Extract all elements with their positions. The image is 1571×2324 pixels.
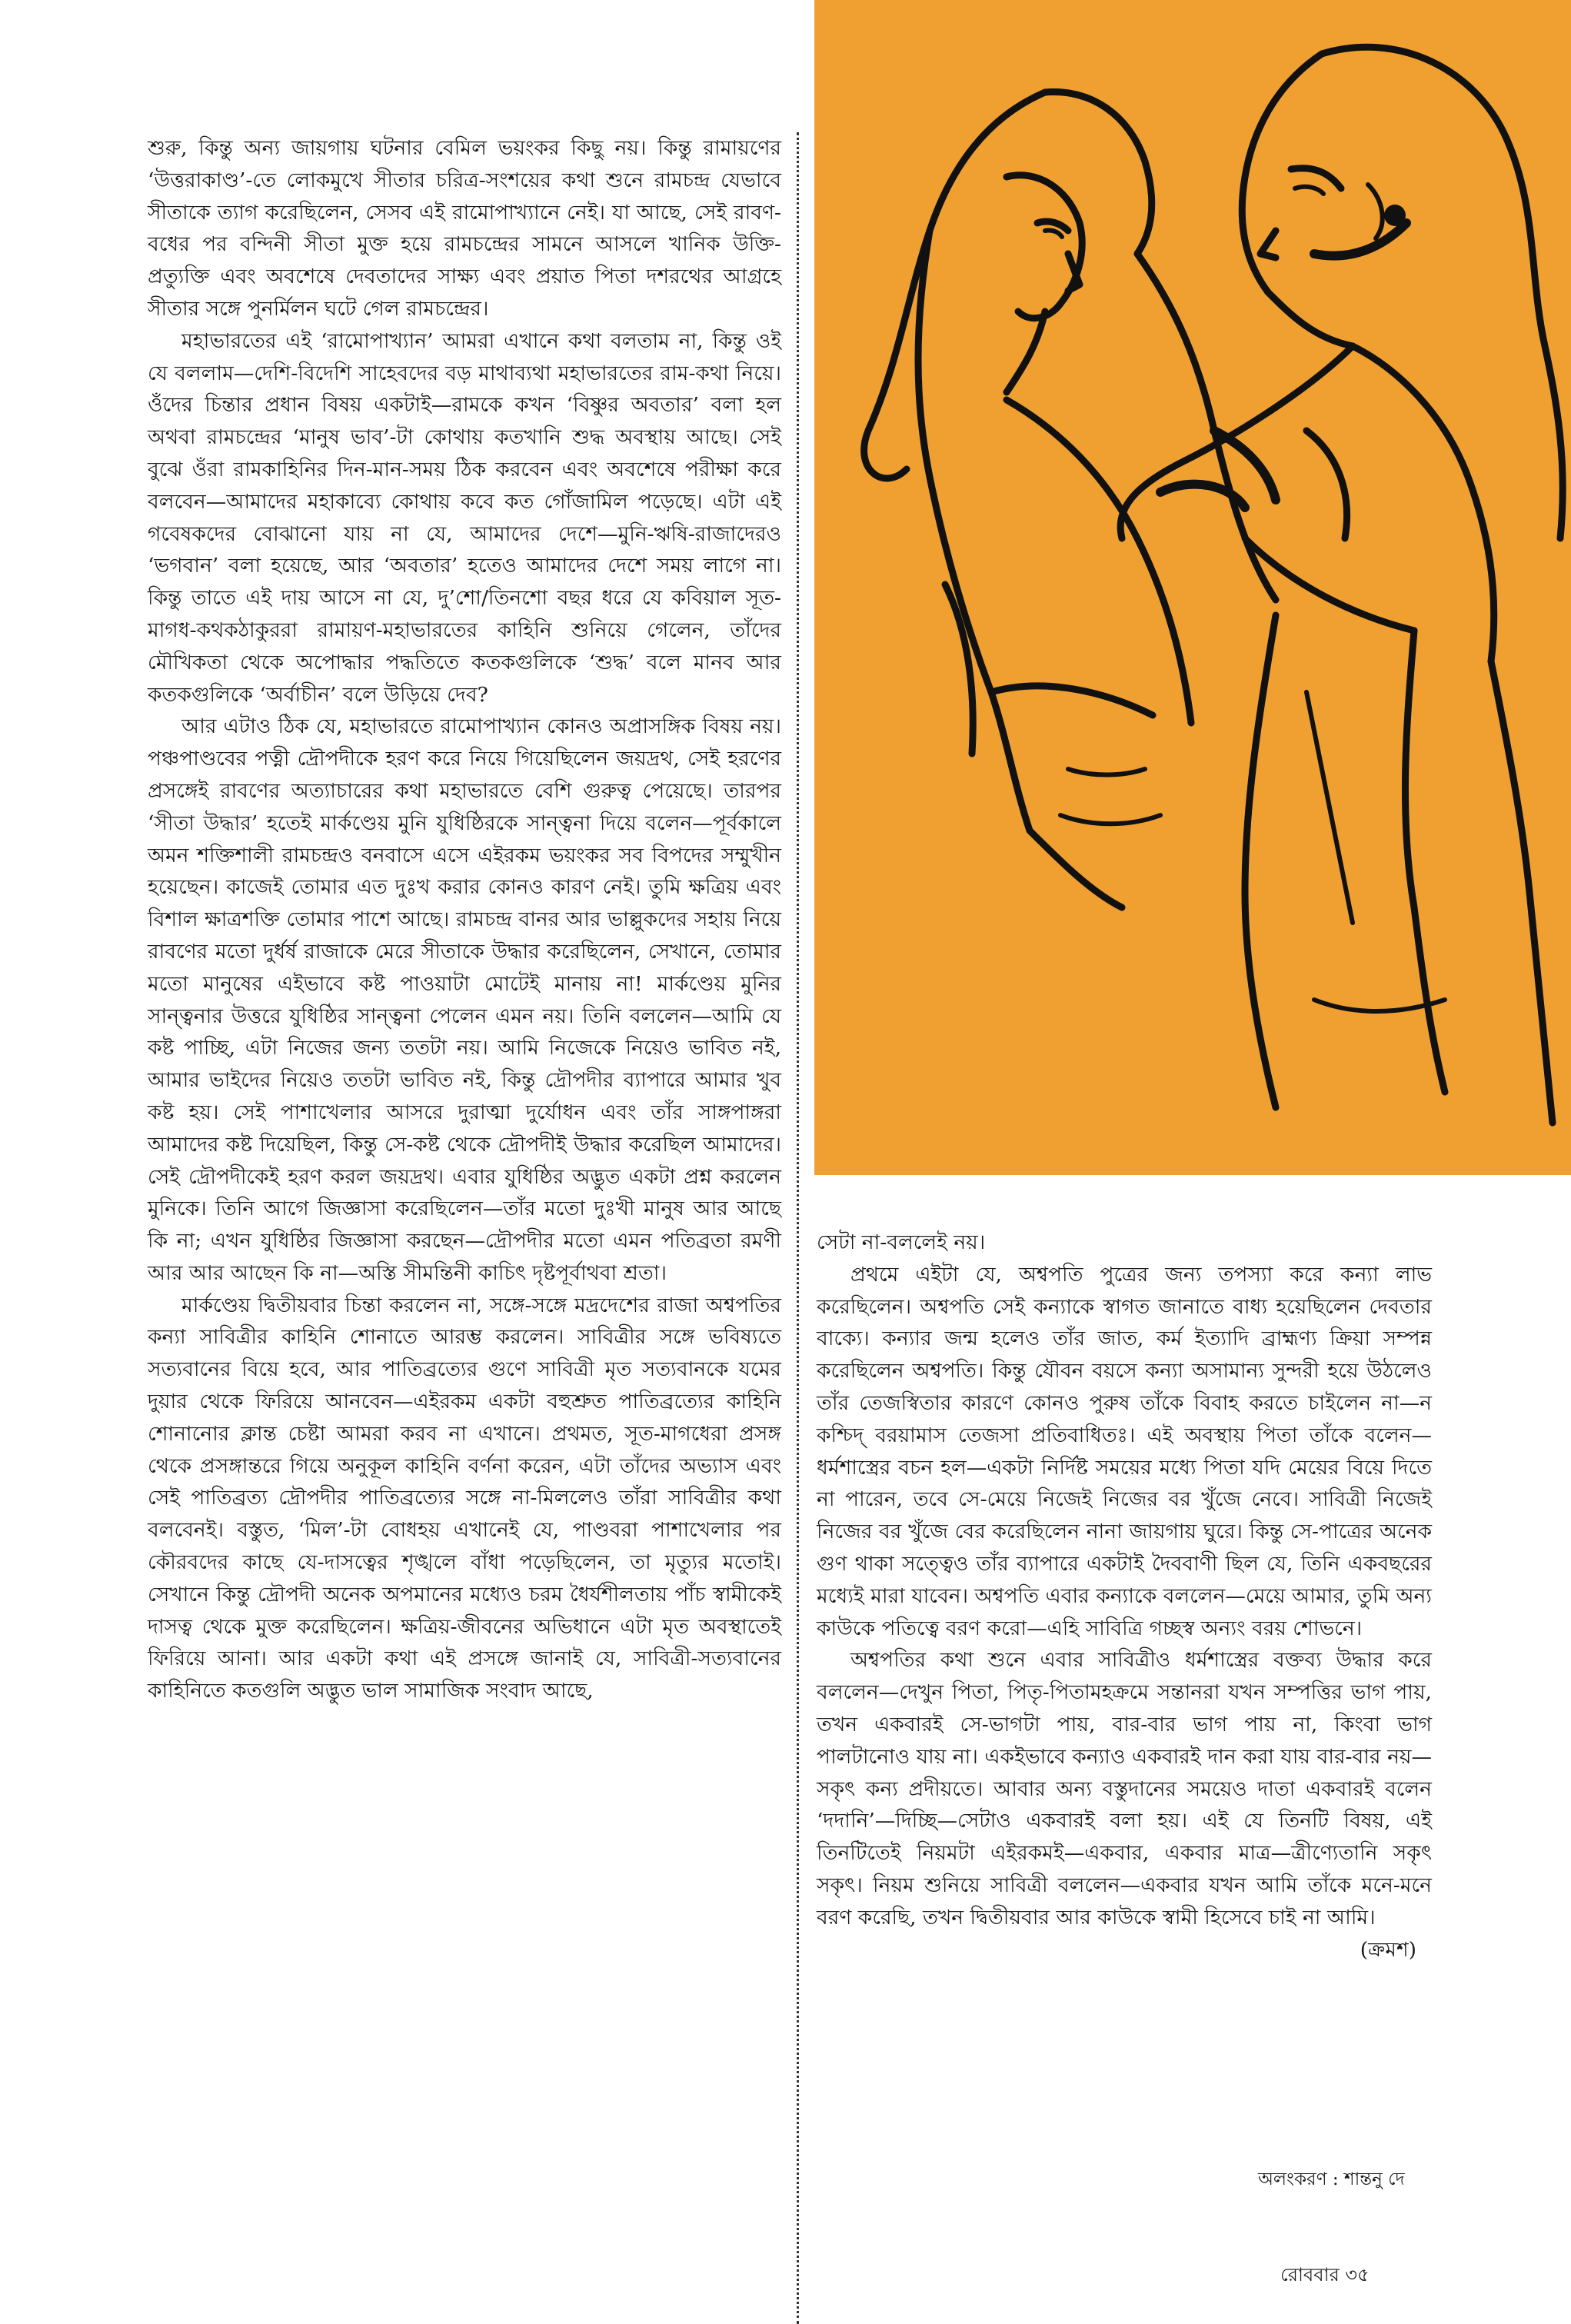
paragraph: মার্কণ্ডেয় দ্বিতীয়বার চিন্তা করলেন না, সঙ্গে-সঙ্গে মদ্রদেশের রাজা অশ্বপতির কন্যা সাবিত্রীর কাহিনি শোনাতে আরম্ভ করলেন। সাবিত্রীর সঙ্গে ভবিষ্যতে সত্যবানের বিয়ে হবে, আর পাতিব্রত্যের গুণে সাবিত্রী মৃত সত্যবানকে যমের দুয়ার থেকে ফিরিয়ে আনবেন—এইরকম একটা বহুশ্রুত পাতিব্রত্যের কাহিনি শোনানোর ক্লান্ত চেষ্টা আমরা করব না এখানে। প্রথমত, সূত-মাগধেরা প্রসঙ্গ থেকে প্রসঙ্গান্তরে গিয়ে অনুকূল কাহিনি বর্ণনা করেন, এটা তাঁদের অভ্যাস এবং সেই পাতিব্রত্য দ্রৌপদীর পাতিব্রত্যের সঙ্গে না-মিললেও তাঁরা সাবিত্রীর কথা বলবেনই। বস্তুত, ‘মিল’-টা বোধহয় এখানেই যে, পাণ্ডবরা পাশাখেলার পর কৌরবদের কাছে যে-দাসত্বের শৃঙ্খলে বাঁধা পড়েছিলেন, তা মৃত্যুর মতোই। সেখানে কিন্তু দ্রৌপদী অনেক অপমানের মধ্যেও চরম ধৈর্যশীলতায় পাঁচ স্বামীকেই দাসত্ব থেকে মুক্ত করেছিলেন। ক্ষত্রিয়-জীবনের অভিধানে এটা মৃত অবস্থাতেই ফিরিয়ে আনা। আর একটা কথা এই প্রসঙ্গে জানাই যে, সাবিত্রী-সত্যবানের কাহিনিতে কতগুলি অদ্ভুত ভাল সামাজিক সংবাদ আছে, — [148, 1293, 781, 1703]
left-column — [148, 132, 781, 1707]
continued-marker: (ক্রমশ) — [1360, 1937, 1416, 1962]
paragraph: শুরু, কিন্তু অন্য জায়গায় ঘটনার বেমিল ভয়ংকর কিছু নয়। কিন্তু রামায়ণের ‘উত্তরাকাণ্ড’-তে লোকমুখে সীতার চরিত্র-সংশয়ের কথা শুনে রামচন্দ্র যেভাবে সীতাকে ত্যাগ করেছিলেন, সেসব এই রামোপাখ্যানে নেই। যা আছে, সেই রাবণ-বধের পর বন্দিনী সীতা মুক্ত হয়ে রামচন্দ্রের সামনে আসলে খানিক উক্তি-প্রত্যুক্তি এবং অবশেষে দেবতাদের সাক্ষ্য এবং প্রয়াত পিতা দশরথের আগ্রহে সীতার সঙ্গে পুনর্মিলন ঘটে গেল রামচন্দ্রের। — [148, 136, 781, 321]
right-column — [817, 1227, 1432, 1966]
paragraph: আর এটাও ঠিক যে, মহাভারতে রামোপাখ্যান কোনও অপ্রাসঙ্গিক বিষয় নয়। পঞ্চপাণ্ডবের পত্নী দ্রৌপদীকে হরণ করে নিয়ে গিয়েছিলেন জয়দ্রথ, সেই হরণের প্রসঙ্গেই রাবণের অত্যাচারের কথা মহাভারতে বেশি গুরুত্ব পেয়েছে। তারপর ‘সীতা উদ্ধার’ হতেই মার্কণ্ডেয় মুনি যুধিষ্ঠিরকে সান্ত্বনা দিয়ে বলেন—পূর্বকালে অমন শক্তিশালী রামচন্দ্রও বনবাসে এসে এইরকম ভয়ংকর সব বিপদের সম্মুখীন হয়েছেন। কাজেই তোমার এত দুঃখ করার কোনও কারণ নেই। তুমি ক্ষত্রিয় এবং বিশাল ক্ষাত্রশক্তি তোমার পাশে আছে। রামচন্দ্র বানর আর ভাল্লুকদের সহায় নিয়ে রাবণের মতো দুর্ধর্ষ রাজাকে মেরে সীতাকে উদ্ধার করেছিলেন, সেখানে, তোমার মতো মানুষের এইভাবে কষ্ট পাওয়াটা মোটেই মানায় না! মার্কণ্ডেয় মুনির সান্ত্বনার উত্তরে যুধিষ্ঠির সান্ত্বনা পেলেন এমন নয়। তিনি বললেন—আমি যে কষ্ট পাচ্ছি, এটা নিজের জন্য ততটা নয়। আমি নিজেকে নিয়েও ভাবিত নই, আমার ভাইদের নিয়েও ততটা ভাবিত নই, কিন্তু দ্রৌপদীর ব্যাপারে আমার খুব কষ্ট হয়। সেই পাশাখেলার আসরে দুরাত্মা দুর্যোধন এবং তাঁর সাঙ্গপাঙ্গরা আমাদের কষ্ট দিয়েছিল, কিন্তু সে-কষ্ট থেকে দ্রৌপদীই উদ্ধার করেছিল আমাদের। সেই দ্রৌপদীকেই হরণ করল জয়দ্রথ। এবার যুধিষ্ঠির অদ্ভুত একটা প্রশ্ন করলেন মুনিকে। তিনি আগে জিজ্ঞাসা করেছিলেন—তাঁর মতো দুঃখী মানুষ আর আছে কি না; এখন যুধিষ্ঠির জিজ্ঞাসা করছেন—দ্রৌপদীর মতো এমন পতিব্রতা রমণী আর আর আছেন কি না—অস্তি সীমন্তিনী কাচিৎ দৃষ্টপূর্বাথবা শ্রতা। — [148, 714, 781, 1285]
illustration-background — [814, 0, 1571, 1175]
paragraph: সেটা না-বললেই নয়। — [817, 1230, 986, 1254]
paragraph: মহাভারতের এই ‘রামোপাখ্যান’ আমরা এখানে কথা বলতাম না, কিন্তু ওই যে বললাম—দেশি-বিদেশি সাহেবদের বড় মাথাব্যথা মহাভারতের রাম-কথা নিয়ে। ওঁদের চিন্তার প্রধান বিষয় একটাই—রামকে কখন ‘বিষ্ণুর অবতার’ বলা হল অথবা রামচন্দ্রের ‘মানুষ ভাব’-টা কোথায় কতখানি শুদ্ধ অবস্থায় আছে। সেই বুঝে ওঁরা রামকাহিনির দিন-মান-সময় ঠিক করবেন এবং অবশেষে পরীক্ষা করে বলবেন—আমাদের মহাকাব্যে কোথায় কবে কত গোঁজামিল পড়েছে। এটা এই গবেষকদের বোঝানো যায় না যে, আমাদের দেশে—মুনি-ঋষি-রাজাদেরও ‘ভগবান’ বলা হয়েছে, আর ‘অবতার’ হতেও আমাদের দেশে সময় লাগে না। কিন্তু তাতে এই দায় আসে না যে, দু’শো/তিনশো বছর ধরে যে কবিয়াল সূত-মাগধ-কথকঠাকুররা রামায়ণ-মহাভারতের কাহিনি শুনিয়ে গেলেন, তাঁদের মৌখিকতা থেকে অপোদ্ধার পদ্ধতিতে কতকগুলিকে ‘শুদ্ধ’ বলে মানব আর কতকগুলিকে ‘অর্বাচীন’ বলে উড়িয়ে দেব? — [148, 328, 781, 707]
page-footer: রোববার ৩৫ — [1280, 2264, 1370, 2286]
illustration-two-women — [814, 0, 1571, 1175]
illustration-credit: অলংকরণ : শান্তনু দে — [1258, 2169, 1405, 2189]
column-divider — [797, 132, 799, 2324]
paragraph: প্রথমে এইটা যে, অশ্বপতি পুত্রের জন্য তপস্যা করে কন্যা লাভ করেছিলেন। অশ্বপতি সেই কন্যাকে স্বাগত জানাতে বাধ্য হয়েছিলেন দেবতার বাক্যে। কন্যার জন্ম হলেও তাঁর জাত, কর্ম ইত্যাদি ব্রাহ্মণ্য ক্রিয়া সম্পন্ন করেছিলেন অশ্বপতি। কিন্তু যৌবন বয়সে কন্যা অসামান্য সুন্দরী হয়ে উঠলেও তাঁর তেজস্বিতার কারণে কোনও পুরুষ তাঁকে বিবাহ করতে চাইলেন না—ন কশ্চিদ্ বরয়ামাস তেজসা প্রতিবাধিতঃ। এই অবস্থায় পিতা তাঁকে বলেন—ধর্মশাস্ত্রের বচন হল—একটা নির্দিষ্ট সময়ের মধ্যে পিতা যদি মেয়ের বিয়ে দিতে না পারেন, তবে সে-মেয়ে নিজেই নিজের বর খুঁজে নেবে। সাবিত্রী নিজেই নিজের বর খুঁজে বের করেছিলেন নানা জায়গায় ঘুরে। কিন্তু সে-পাত্রের অনেক গুণ থাকা সত্ত্বেও তাঁর ব্যাপারে একটাই দৈববাণী ছিল যে, তিনি একবছরের মধ্যেই মারা যাবেন। অশ্বপতি এবার কন্যাকে বললেন—মেয়ে আমার, তুমি অন্য কাউকে পতিত্বে বরণ করো—এহি সাবিত্রি গচ্ছস্ব অন্যং বরয় শোভনে। — [817, 1262, 1433, 1640]
paragraph: অশ্বপতির কথা শুনে এবার সাবিত্রীও ধর্মশাস্ত্রের বক্তব্য উদ্ধার করে বললেন—দেখুন পিতা, পিতৃ-পিতামহক্রমে সন্তানরা যখন সম্পত্তির ভাগ পায়, তখন একবারই সে-ভাগটা পায়, বার-বার ভাগ পায় না, কিংবা ভাগ পালটানোও যায় না। একইভাবে কন্যাও একবারই দান করা যায় বার-বার নয়—সকৃৎ কন্য প্রদীয়তে। আবার অন্য বস্তুদানের সময়েও দাতা একবারই বলেন ‘দদানি’—দিচ্ছি—সেটাও একবারই বলা হয়। এই যে তিনটি বিষয়, এই তিনটিতেই নিয়মটা এইরকমই—একবার, একবার মাত্র—ত্রীণ্যেতানি সকৃৎ সকৃৎ। নিয়ম শুনিয়ে সাবিত্রী বললেন—একবার যখন আমি তাঁকে মনে-মনে বরণ করেছি, তখন দ্বিতীয়বার আর কাউকে স্বামী হিসেবে চাই না আমি। — [817, 1648, 1432, 1929]
